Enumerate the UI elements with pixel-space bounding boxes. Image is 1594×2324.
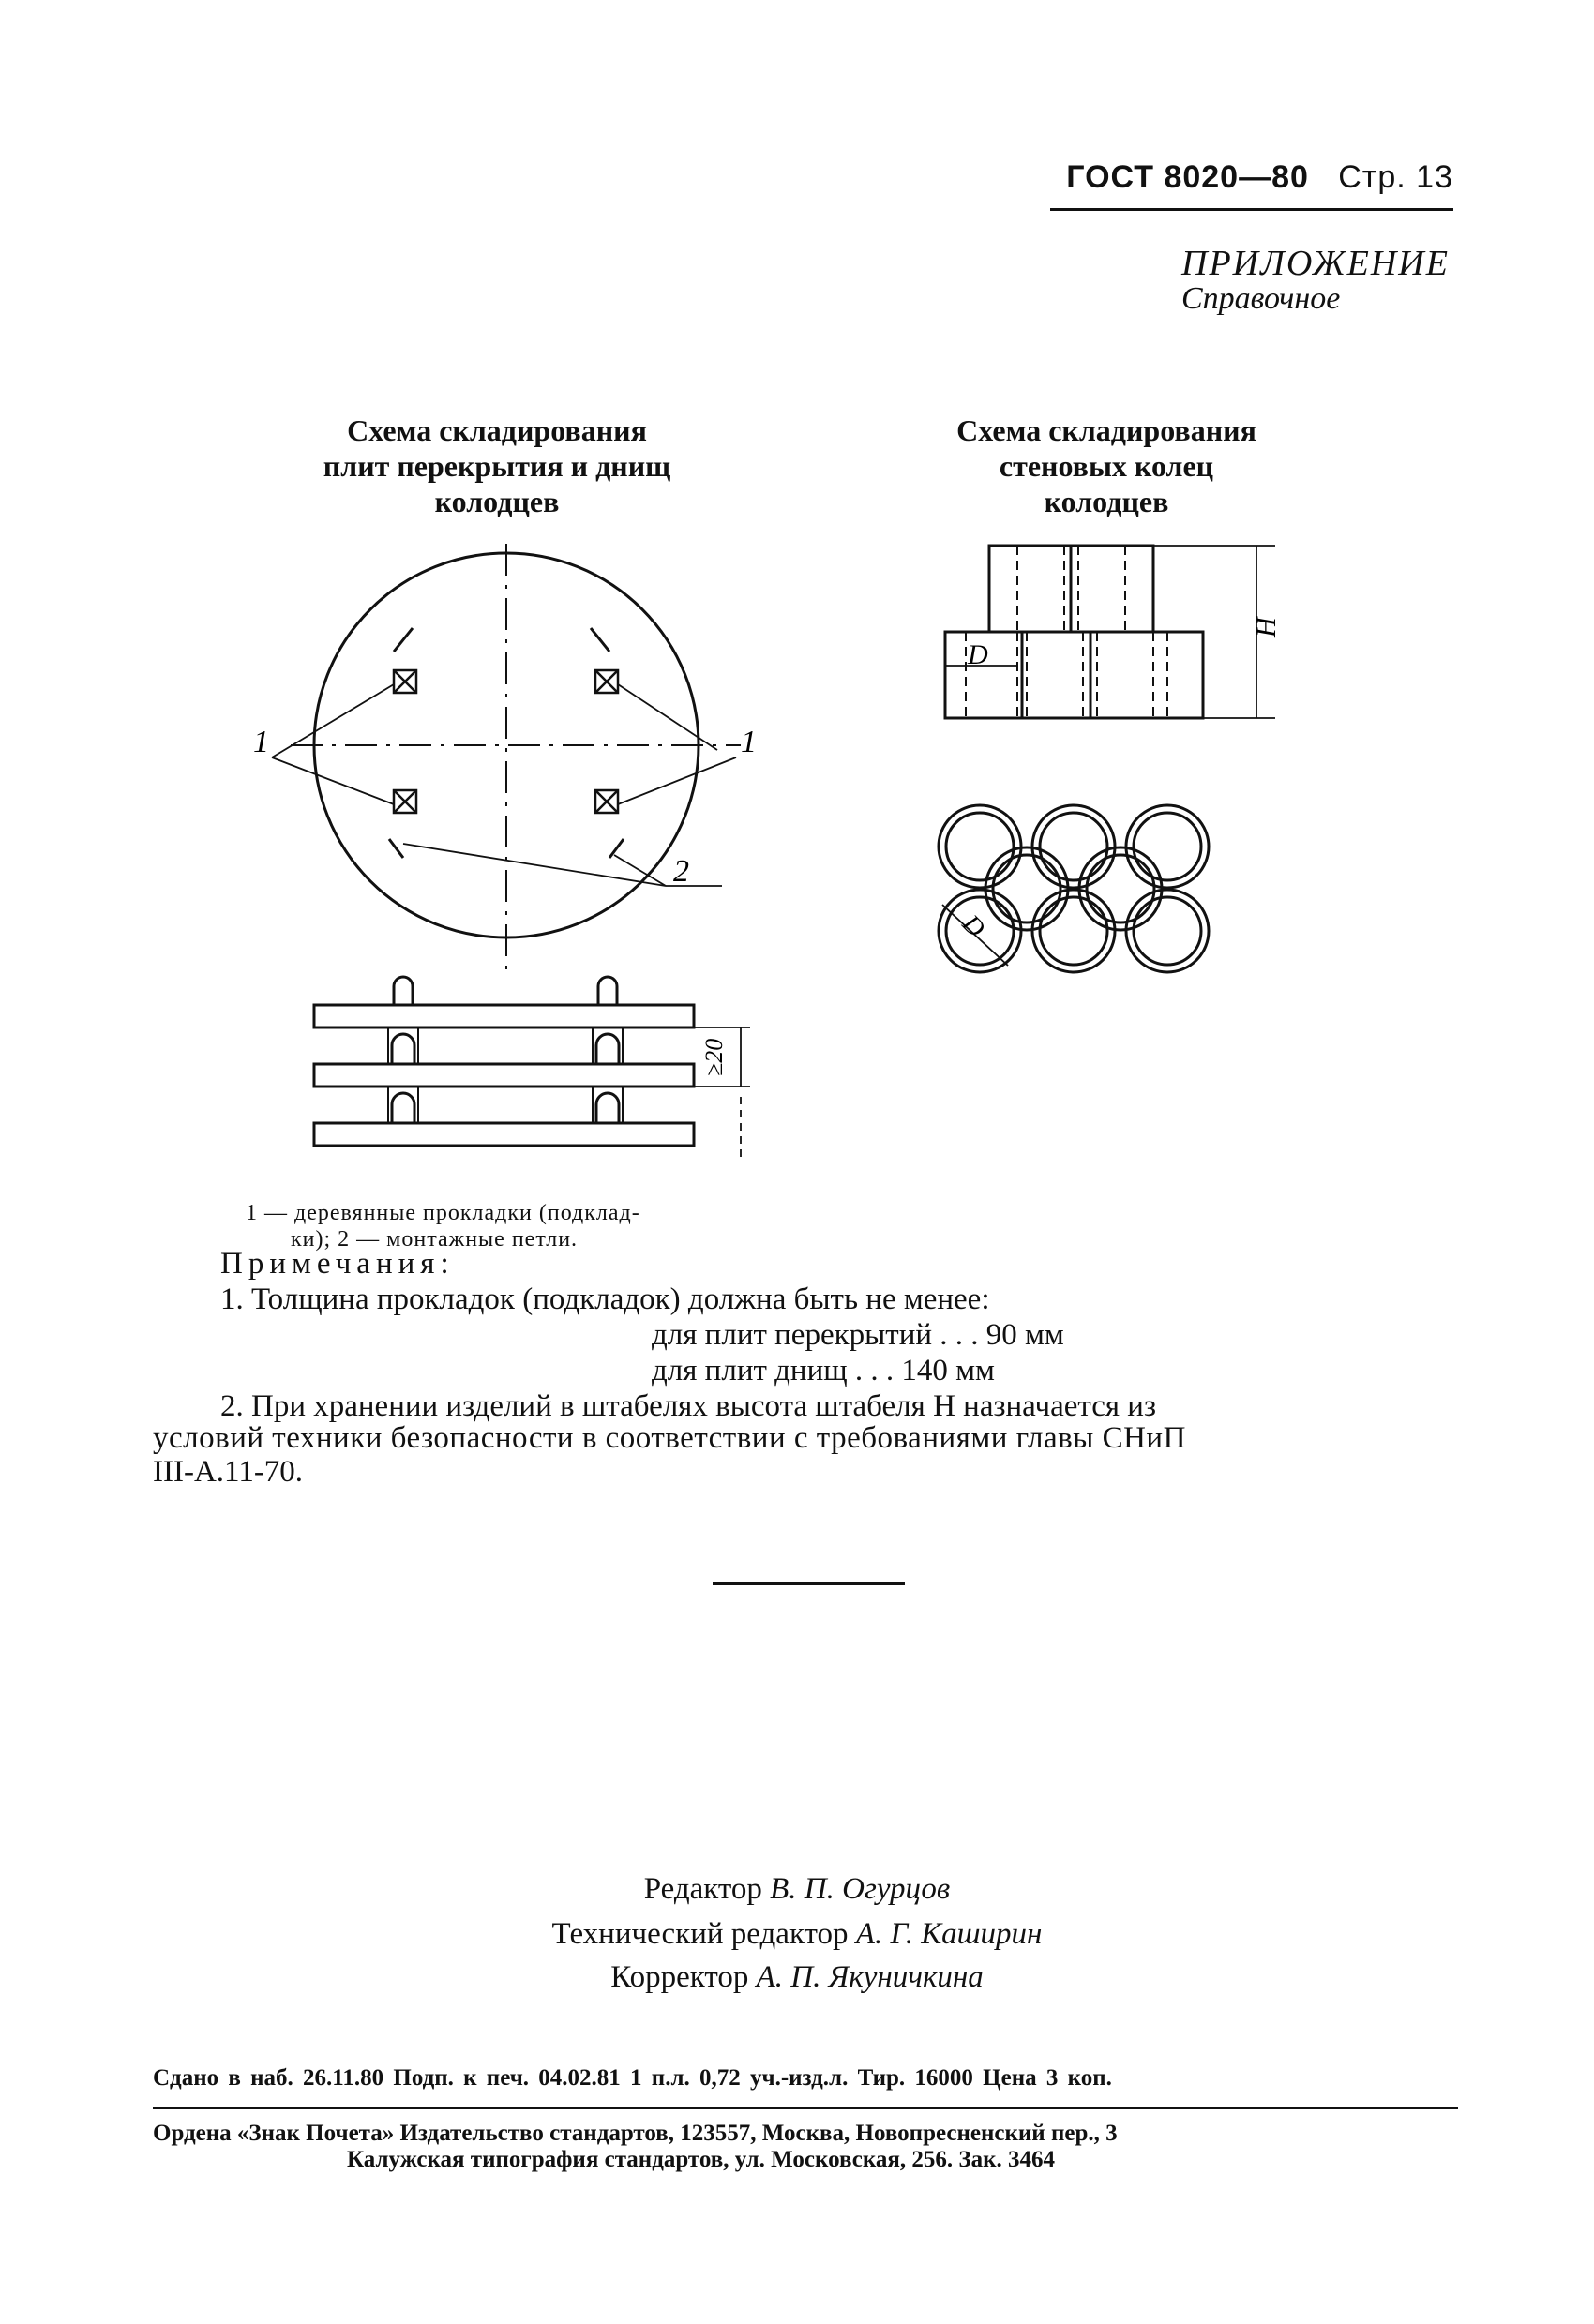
imprint-line-3: Калужская типография стандартов, ул. Московская, 256. Зак. 3464 (347, 2147, 1056, 2172)
ring-stack-elevation (928, 525, 1294, 727)
imprint-rule (153, 2107, 1458, 2109)
slab-plan-drawing (234, 525, 797, 984)
note-1a: для плит перекрытий . . . 90 мм (652, 1318, 1064, 1352)
note-2-line-2: условий техники безопасности в соответствии с требованиями главы СНиП (153, 1421, 1186, 1455)
tech-editor-label: Технический редактор (551, 1917, 849, 1951)
appendix-title: ПРИЛОЖЕНИЕ (1181, 244, 1450, 283)
left-scheme-caption (281, 412, 713, 519)
credits-corrector (0, 1956, 1594, 1999)
editor-name: В. П. Огурцов (770, 1872, 951, 1906)
rings (939, 805, 1209, 972)
leader-lines (272, 684, 736, 886)
label-1-left: 1 (253, 725, 269, 759)
legend-line: 1 — деревянные прокладки (подклад- (246, 1201, 640, 1225)
header-rule (1050, 208, 1453, 211)
legend-line: ки); 2 — монтажные петли. (291, 1227, 579, 1252)
corrector-name: А. П. Якуничкина (756, 1960, 984, 1994)
slab-2 (314, 1064, 694, 1087)
ring-stack-plan (928, 792, 1266, 980)
appendix-subtitle: Справочное (1181, 281, 1341, 316)
imprint-line-1: Сдано в наб. 26.11.80 Подп. к печ. 04.02.81 1 п.л. 0,72 уч.-изд.л. Тир. 16000 Цена 3 коп. (153, 2065, 1112, 2091)
caption-line: Схема складирования (956, 413, 1256, 447)
label-1-right: 1 (741, 725, 757, 759)
note-2-line-3: III-А.11-70. (153, 1455, 304, 1489)
notes-heading: Примечания: (220, 1247, 455, 1281)
caption-line: колодцев (434, 485, 560, 518)
caption-line: стеновых колец (999, 449, 1214, 483)
page-number: Стр. 13 (1338, 159, 1453, 195)
label-D-bottom: D (956, 909, 991, 944)
caption-line: Схема складирования (347, 413, 647, 447)
page-header (1066, 159, 1453, 196)
label-D-top: D (968, 639, 988, 670)
slab-3 (314, 1123, 694, 1146)
editor-label: Редактор (643, 1872, 762, 1906)
caption-line: колодцев (1044, 485, 1169, 518)
right-scheme-caption (891, 412, 1322, 519)
slab-1 (314, 1005, 694, 1027)
section-divider (713, 1582, 905, 1585)
dim-label: ≥20 (700, 1038, 728, 1076)
label-H: H (1251, 617, 1282, 637)
standard-number: ГОСТ 8020—80 (1066, 159, 1309, 195)
slab-stack-drawing (300, 966, 769, 1172)
note-1b: для плит днищ . . . 140 мм (652, 1354, 995, 1387)
label-2: 2 (673, 854, 689, 889)
tech-editor-name: А. Г. Каширин (855, 1917, 1043, 1951)
imprint-line-2: Ордена «Знак Почета» Издательство стандартов, 123557, Москва, Новопресненский пер., 3 (153, 2121, 1118, 2146)
credits-tech-editor (0, 1912, 1594, 1956)
caption-line: плит перекрытия и днищ (323, 449, 671, 483)
stack-loops (392, 977, 619, 1123)
credits-editor (0, 1867, 1594, 1911)
corrector-label: Корректор (610, 1960, 749, 1994)
note-1: 1. Толщина прокладок (подкладок) должна быть не менее: (220, 1282, 990, 1316)
note-2-line-1: 2. При хранении изделий в штабелях высота штабеля H назначается из (220, 1389, 1156, 1423)
